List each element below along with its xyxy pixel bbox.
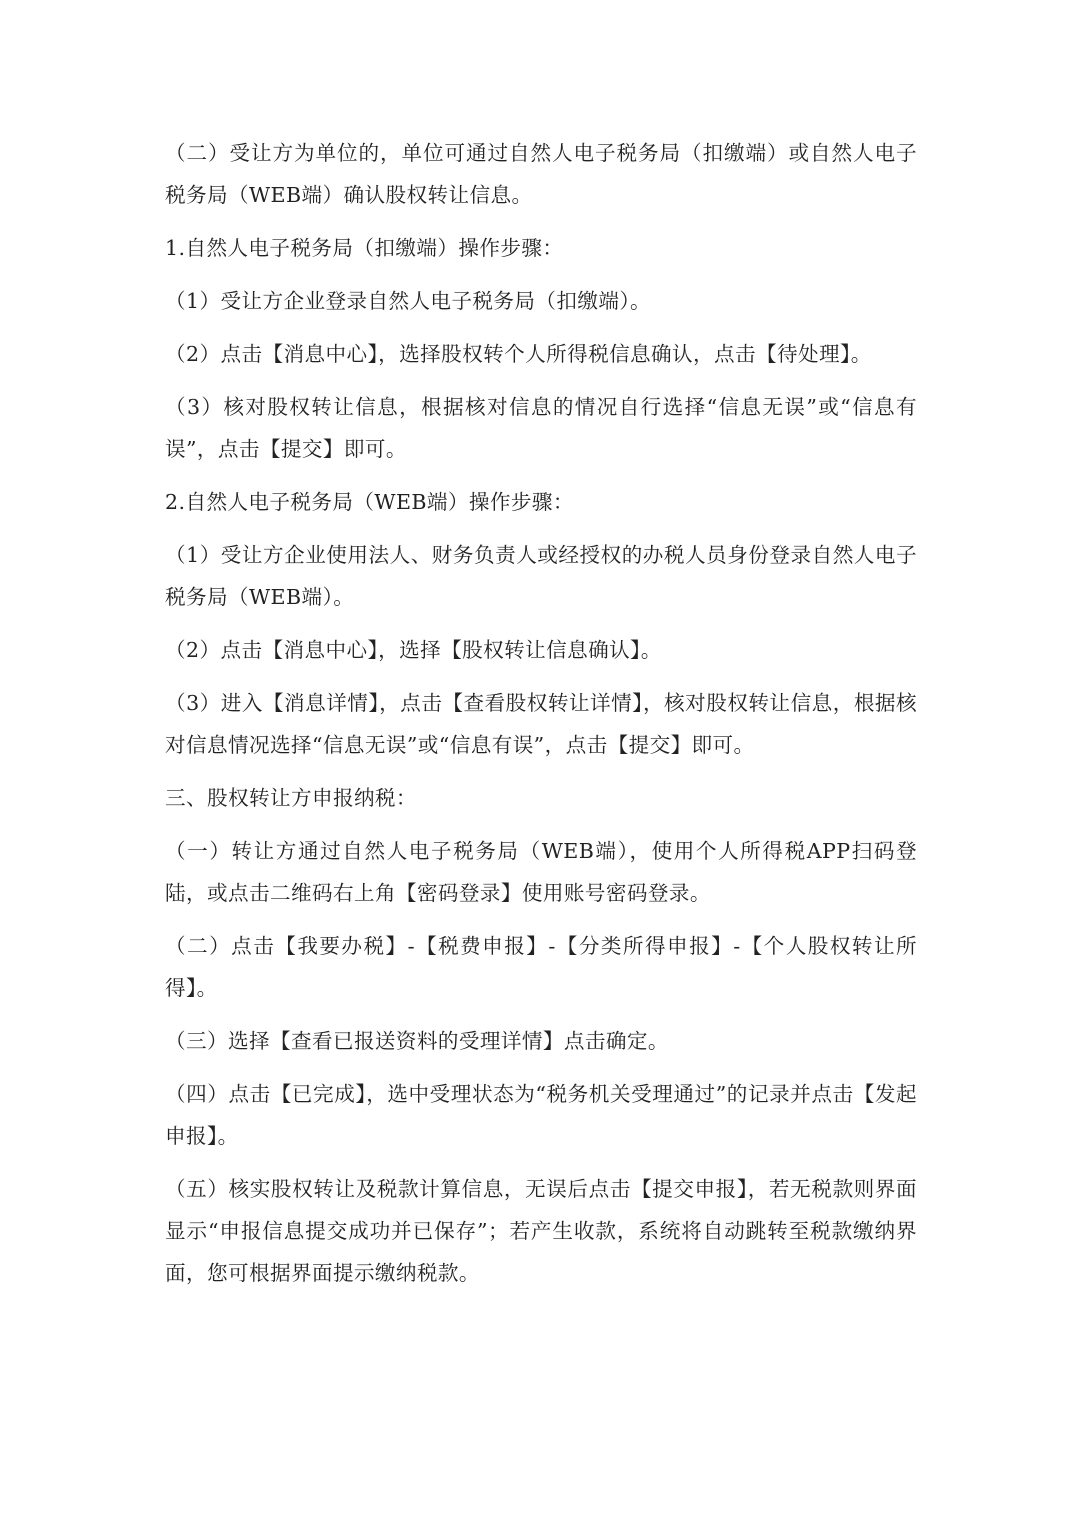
heading-withholding-client-steps: 1.自然人电子税务局（扣缴端）操作步骤： xyxy=(165,236,564,260)
document-body xyxy=(165,132,917,1305)
paragraph-unit-transferee-intro: （二）受让方为单位的，单位可通过自然人电子税务局（扣缴端）或自然人电子税务局（WEB端）确认股权转让信息。 xyxy=(165,141,917,207)
heading-web-steps: 2.自然人电子税务局（WEB端）操作步骤： xyxy=(165,490,574,514)
paragraph-declaration-step-2: （二）点击【我要办税】-【税费申报】-【分类所得申报】-【个人股权转让所得】。 xyxy=(165,934,917,1000)
paragraph-declaration-step-3: （三）选择【查看已报送资料的受理详情】点击确定。 xyxy=(165,1029,669,1053)
paragraph-declaration-step-4: （四）点击【已完成】，选中受理状态为“税务机关受理通过”的记录并点击【发起申报】。 xyxy=(165,1082,917,1148)
paragraph-declaration-step-1: （一）转让方通过自然人电子税务局（WEB端），使用个人所得税APP扫码登陆，或点击二维码右上角【密码登录】使用账号密码登录。 xyxy=(165,839,917,905)
paragraph-web-step-1: （1）受让方企业使用法人、财务负责人或经授权的办税人员身份登录自然人电子税务局（WEB端）。 xyxy=(165,543,917,609)
paragraph-web-step-3: （3）进入【消息详情】，点击【查看股权转让详情】，核对股权转让信息，根据核对信息情况选择“信息无误”或“信息有误”，点击【提交】即可。 xyxy=(165,691,917,757)
paragraph-declaration-step-5: （五）核实股权转让及税款计算信息，无误后点击【提交申报】，若无税款则界面显示“申报信息提交成功并已保存”；若产生收款，系统将自动跳转至税款缴纳界面，您可根据界面提示缴纳税款。 xyxy=(165,1177,917,1285)
heading-transferor-declaration: 三、股权转让方申报纳税： xyxy=(165,786,417,810)
paragraph-client-step-2: （2）点击【消息中心】，选择股权转个人所得税信息确认，点击【待处理】。 xyxy=(165,342,872,366)
paragraph-client-step-3: （3）核对股权转让信息，根据核对信息的情况自行选择“信息无误”或“信息有误”，点击【提交】即可。 xyxy=(165,395,917,461)
paragraph-client-step-1: （1）受让方企业登录自然人电子税务局（扣缴端）。 xyxy=(165,289,652,313)
paragraph-web-step-2: （2）点击【消息中心】，选择【股权转让信息确认】。 xyxy=(165,638,662,662)
